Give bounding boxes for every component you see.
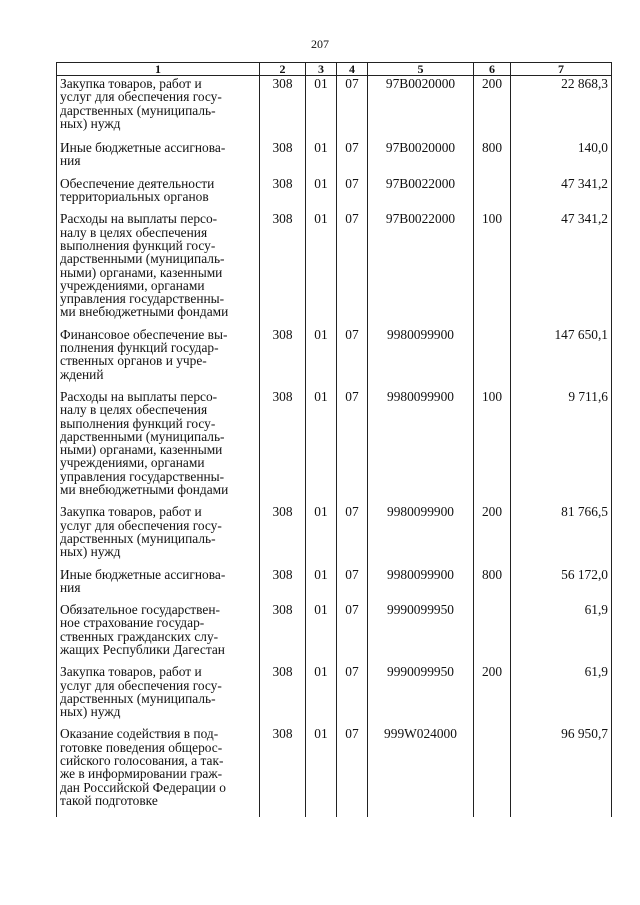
row-name-cell [57, 504, 260, 558]
table-row [57, 140, 612, 168]
row-amount-cell: 61,9 [511, 664, 612, 718]
row-name-text: Иные бюджетные ассигнова- ния [60, 140, 226, 169]
spacer-cell [474, 496, 511, 504]
row-section-cell: 01 [306, 389, 337, 496]
row-amount-cell: 147 650,1 [511, 327, 612, 381]
spacer-cell [368, 594, 474, 602]
spacer-cell [306, 594, 337, 602]
row-expense-type-cell: 200 [474, 664, 511, 718]
row-section-cell: 01 [306, 664, 337, 718]
spacer-cell [511, 130, 612, 140]
row-target-cell: 999W024000 [368, 726, 474, 807]
column-header: 5 [368, 63, 474, 76]
row-expense-type-cell [474, 327, 511, 381]
row-code-cell: 308 [260, 726, 306, 807]
spacer-cell [260, 168, 306, 176]
row-subsection-cell: 07 [337, 76, 368, 131]
spacer-cell [260, 130, 306, 140]
row-expense-type-cell: 200 [474, 504, 511, 558]
spacer-cell [368, 718, 474, 726]
spacer-cell [57, 718, 260, 726]
spacer-cell [260, 319, 306, 327]
row-name-cell [57, 602, 260, 656]
header-row [57, 63, 612, 76]
row-subsection-cell: 07 [337, 664, 368, 718]
row-spacer [57, 203, 612, 211]
row-spacer [57, 559, 612, 567]
row-code-cell: 308 [260, 211, 306, 318]
spacer-cell [306, 559, 337, 567]
spacer-cell [306, 168, 337, 176]
row-expense-type-cell: 800 [474, 140, 511, 168]
table-row [57, 327, 612, 381]
row-amount-cell: 47 341,2 [511, 211, 612, 318]
row-amount-cell: 47 341,2 [511, 176, 612, 204]
row-code-cell: 308 [260, 389, 306, 496]
spacer-cell [306, 496, 337, 504]
spacer-cell [260, 594, 306, 602]
row-spacer [57, 594, 612, 602]
row-target-cell: 97В0020000 [368, 140, 474, 168]
spacer-cell [474, 203, 511, 211]
row-code-cell: 308 [260, 504, 306, 558]
row-section-cell: 01 [306, 504, 337, 558]
row-subsection-cell: 07 [337, 726, 368, 807]
spacer-cell [337, 718, 368, 726]
row-spacer [57, 381, 612, 389]
spacer-cell [368, 203, 474, 211]
spacer-cell [368, 656, 474, 664]
row-spacer [57, 168, 612, 176]
row-subsection-cell: 07 [337, 211, 368, 318]
spacer-cell [511, 559, 612, 567]
row-section-cell: 01 [306, 327, 337, 381]
row-amount-cell: 61,9 [511, 602, 612, 656]
row-name-text: Обеспечение деятельности территориальных органов [60, 175, 215, 205]
row-target-cell: 9980099900 [368, 327, 474, 381]
spacer-cell [368, 130, 474, 140]
spacer-cell [337, 594, 368, 602]
row-name-text: Оказание содействия в под- готовке поведения общерос- сийского голосования, а так- же в информировании граж- дан Российской Федерации о такой подготовке [60, 726, 226, 808]
spacer-cell [306, 203, 337, 211]
spacer-cell [474, 319, 511, 327]
spacer-cell [368, 807, 474, 817]
budget-table [56, 62, 612, 817]
page-number: 207 [311, 37, 329, 51]
spacer-cell [337, 559, 368, 567]
spacer-cell [511, 656, 612, 664]
row-section-cell: 01 [306, 176, 337, 204]
row-subsection-cell: 07 [337, 567, 368, 595]
column-header: 3 [306, 63, 337, 76]
spacer-cell [474, 381, 511, 389]
spacer-cell [511, 203, 612, 211]
column-header: 1 [57, 63, 260, 76]
spacer-cell [474, 594, 511, 602]
spacer-cell [306, 718, 337, 726]
row-target-cell: 97В0022000 [368, 211, 474, 318]
row-subsection-cell: 07 [337, 389, 368, 496]
row-name-text: Закупка товаров, работ и услуг для обеспечения госу- дарственных (муниципаль- ных) нужд [60, 504, 222, 560]
spacer-cell [474, 168, 511, 176]
spacer-cell [337, 130, 368, 140]
row-spacer [57, 130, 612, 140]
spacer-cell [511, 718, 612, 726]
spacer-cell [260, 381, 306, 389]
table-row [57, 664, 612, 718]
row-expense-type-cell [474, 602, 511, 656]
spacer-cell [306, 381, 337, 389]
table-row [57, 176, 612, 204]
row-name-text: Расходы на выплаты персо- налу в целях обеспечения выполнения функций госу- дарственными (муниципаль- ными) органами, казенными учреждениями, органами управления государственны- ми внебюджетными фондами [60, 388, 229, 498]
row-code-cell: 308 [260, 327, 306, 381]
row-expense-type-cell: 100 [474, 211, 511, 318]
table-row [57, 726, 612, 807]
spacer-cell [511, 168, 612, 176]
column-header: 2 [260, 63, 306, 76]
spacer-cell [260, 203, 306, 211]
row-section-cell: 01 [306, 726, 337, 807]
table-row [57, 389, 612, 496]
spacer-cell [511, 496, 612, 504]
spacer-cell [260, 496, 306, 504]
row-spacer [57, 718, 612, 726]
row-section-cell: 01 [306, 211, 337, 318]
row-expense-type-cell: 200 [474, 76, 511, 131]
row-name-text: Закупка товаров, работ и услуг для обеспечения госу- дарственных (муниципаль- ных) нужд [60, 664, 222, 720]
spacer-cell [474, 656, 511, 664]
table-body [57, 76, 612, 818]
row-expense-type-cell: 100 [474, 389, 511, 496]
row-section-cell: 01 [306, 76, 337, 131]
row-section-cell: 01 [306, 567, 337, 595]
spacer-cell [57, 381, 260, 389]
row-target-cell: 9980099900 [368, 567, 474, 595]
row-name-text: Финансовое обеспечение вы- полнения функций государ- ственных органов и учре- ждений [60, 326, 228, 382]
spacer-cell [368, 381, 474, 389]
row-name-text: Иные бюджетные ассигнова- ния [60, 566, 226, 595]
row-name-cell [57, 76, 260, 131]
spacer-cell [474, 807, 511, 817]
spacer-cell [337, 203, 368, 211]
spacer-cell [337, 656, 368, 664]
row-amount-cell: 96 950,7 [511, 726, 612, 807]
spacer-cell [57, 807, 260, 817]
spacer-cell [368, 319, 474, 327]
spacer-cell [306, 319, 337, 327]
spacer-cell [474, 130, 511, 140]
spacer-cell [474, 718, 511, 726]
row-code-cell: 308 [260, 140, 306, 168]
row-name-cell [57, 211, 260, 318]
row-subsection-cell: 07 [337, 327, 368, 381]
row-subsection-cell: 07 [337, 504, 368, 558]
column-header: 6 [474, 63, 511, 76]
row-code-cell: 308 [260, 602, 306, 656]
row-target-cell: 9990099950 [368, 602, 474, 656]
row-spacer [57, 319, 612, 327]
spacer-cell [337, 807, 368, 817]
spacer-cell [57, 594, 260, 602]
spacer-cell [337, 319, 368, 327]
row-target-cell: 97В0020000 [368, 76, 474, 131]
row-subsection-cell: 07 [337, 176, 368, 204]
table-row [57, 567, 612, 595]
table-row [57, 76, 612, 131]
row-amount-cell: 9 711,6 [511, 389, 612, 496]
row-name-cell [57, 664, 260, 718]
row-name-cell [57, 327, 260, 381]
row-name-text: Закупка товаров, работ и услуг для обеспечения госу- дарственных (муниципаль- ных) нужд [60, 76, 222, 131]
spacer-cell [260, 807, 306, 817]
spacer-cell [368, 168, 474, 176]
row-target-cell: 9980099900 [368, 389, 474, 496]
row-amount-cell: 56 172,0 [511, 567, 612, 595]
row-amount-cell: 22 868,3 [511, 76, 612, 131]
row-section-cell: 01 [306, 602, 337, 656]
row-spacer [57, 496, 612, 504]
row-name-cell [57, 176, 260, 204]
spacer-cell [511, 594, 612, 602]
spacer-cell [57, 203, 260, 211]
row-code-cell: 308 [260, 664, 306, 718]
spacer-cell [306, 807, 337, 817]
row-name-text: Расходы на выплаты персо- налу в целях обеспечения выполнения функций госу- дарственными (муниципаль- ными) органами, казенными учреждениями, органами управления государственны- ми внебюджетными фондами [60, 211, 229, 320]
spacer-cell [511, 319, 612, 327]
row-spacer [57, 807, 612, 817]
table-row [57, 211, 612, 318]
spacer-cell [57, 559, 260, 567]
spacer-cell [260, 656, 306, 664]
row-expense-type-cell: 800 [474, 567, 511, 595]
row-section-cell: 01 [306, 140, 337, 168]
row-name-cell [57, 140, 260, 168]
row-name-cell [57, 389, 260, 496]
spacer-cell [57, 168, 260, 176]
row-amount-cell: 81 766,5 [511, 504, 612, 558]
spacer-cell [511, 807, 612, 817]
spacer-cell [260, 559, 306, 567]
row-subsection-cell: 07 [337, 602, 368, 656]
spacer-cell [57, 319, 260, 327]
row-expense-type-cell [474, 176, 511, 204]
row-code-cell: 308 [260, 176, 306, 204]
spacer-cell [57, 656, 260, 664]
row-target-cell: 9980099900 [368, 504, 474, 558]
column-header: 7 [511, 63, 612, 76]
table-row [57, 602, 612, 656]
spacer-cell [368, 559, 474, 567]
spacer-cell [306, 130, 337, 140]
spacer-cell [57, 130, 260, 140]
spacer-cell [260, 718, 306, 726]
column-header: 4 [337, 63, 368, 76]
spacer-cell [306, 656, 337, 664]
spacer-cell [337, 381, 368, 389]
spacer-cell [474, 559, 511, 567]
row-target-cell: 97В0022000 [368, 176, 474, 204]
row-target-cell: 9990099950 [368, 664, 474, 718]
row-name-text: Обязательное государствен- ное страхование государ- ственных гражданских слу- жащих Республики Дагестан [60, 602, 225, 657]
spacer-cell [337, 496, 368, 504]
row-amount-cell: 140,0 [511, 140, 612, 168]
spacer-cell [511, 381, 612, 389]
row-spacer [57, 656, 612, 664]
row-subsection-cell: 07 [337, 140, 368, 168]
spacer-cell [368, 496, 474, 504]
row-code-cell: 308 [260, 567, 306, 595]
row-expense-type-cell [474, 726, 511, 807]
table-row [57, 504, 612, 558]
spacer-cell [57, 496, 260, 504]
spacer-cell [337, 168, 368, 176]
row-name-cell [57, 567, 260, 595]
row-name-cell [57, 726, 260, 807]
row-code-cell: 308 [260, 76, 306, 131]
